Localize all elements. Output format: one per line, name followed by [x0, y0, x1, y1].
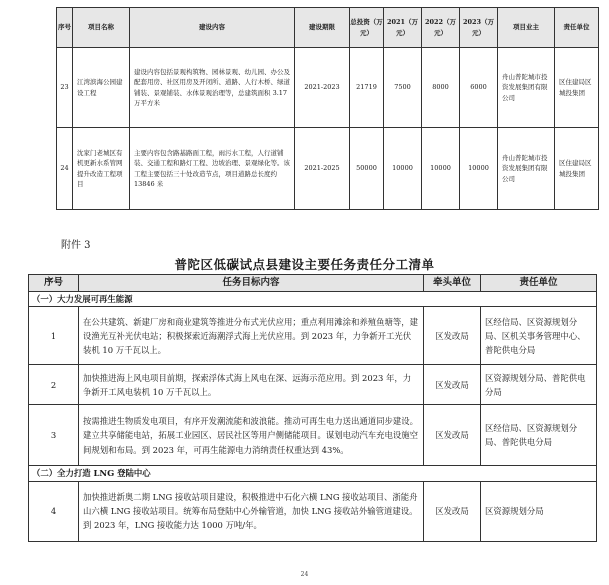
col-header-content: 建设内容 — [130, 8, 295, 48]
project-period: 2021-2023 — [295, 48, 350, 128]
task-lead: 区发改局 — [424, 481, 481, 541]
task-no: 3 — [29, 405, 79, 466]
col-header-name: 项目名称 — [73, 8, 130, 48]
table-row — [29, 365, 597, 405]
project-2022: 10000 — [422, 128, 460, 210]
project-owner: 舟山普陀城市投资发展集团有限公司 — [498, 128, 555, 210]
task-table — [28, 274, 597, 542]
col-header-owner: 项目业主 — [498, 8, 555, 48]
project-total: 21719 — [350, 48, 384, 128]
col-header-content: 任务目标内容 — [79, 275, 424, 292]
project-name: 沈家门老城区有机更新水系管网提升改造工程项目 — [73, 128, 130, 210]
task-content: 加快推进新奥二期 LNG 接收站项目建设，积极推进中石化六横 LNG 接收站项目、浙能舟山六横 LNG 接收站项目。统筹布局登陆中心外输管道，加快 LNG 接收站外输管道建设。到 2023 年，LNG 接收能力达 1000 万吨/年。 — [79, 481, 424, 541]
col-header-resp: 责任单位 — [555, 8, 599, 48]
col-header-2023: 2023（万元） — [460, 8, 498, 48]
task-lead: 区发改局 — [424, 405, 481, 466]
annex-label: 附件 3 — [61, 240, 91, 251]
table-row — [29, 481, 597, 541]
task-lead: 区发改局 — [424, 365, 481, 405]
col-header-2022: 2022（万元） — [422, 8, 460, 48]
project-table — [56, 7, 599, 210]
project-2021: 10000 — [384, 128, 422, 210]
section-row — [29, 466, 597, 481]
project-table-header — [57, 8, 599, 48]
project-period: 2021-2025 — [295, 128, 350, 210]
task-content: 加快推进海上风电项目前期，探索浮体式海上风电在深、远海示范应用。到 2023 年，力争新开工风电装机 10 万千瓦以上。 — [79, 365, 424, 405]
project-owner: 舟山普陀城市投资发展集团有限公司 — [498, 48, 555, 128]
project-resp: 区住建局区城投集团 — [555, 128, 599, 210]
project-resp: 区住建局区城投集团 — [555, 48, 599, 128]
row-no: 23 — [57, 48, 73, 128]
task-content: 按需推进生物质发电项目，有序开发潮流能和波浪能。推动可再生电力送出通道同步建设。建立共享储能电站，拓展工业园区、居民社区等用户侧储能项目。谋划电动汽车充电设施空间规划和布局。到 2023 年，可再生能源电力消纳责任权重达到 43%。 — [79, 405, 424, 466]
task-table-header — [29, 275, 597, 292]
project-total: 50000 — [350, 128, 384, 210]
project-name: 江湾滨海公园建设工程 — [73, 48, 130, 128]
col-header-2021: 2021（万元） — [384, 8, 422, 48]
task-no: 1 — [29, 307, 79, 365]
row-no: 24 — [57, 128, 73, 210]
col-header-lead: 牵头单位 — [424, 275, 481, 292]
section-heading: （二）全力打造 LNG 登陆中心 — [29, 466, 597, 481]
task-content: 在公共建筑、新建厂房和商业建筑等推进分布式光伏应用；重点利用滩涂和养殖鱼塘等，建设渔光互补光伏电站；积极探索近海潮浮式海上光伏应用。到 2023 年，力争新开工光伏装机 10 万千瓦以上。 — [79, 307, 424, 365]
task-resp: 区资源规划分局 — [481, 481, 597, 541]
project-2023: 10000 — [460, 128, 498, 210]
task-resp: 区经信局、区资源规划分局、区机关事务管理中心、普陀供电分局 — [481, 307, 597, 365]
table-row — [57, 48, 599, 128]
page-number: 24 — [300, 571, 309, 578]
col-header-total: 总投资（万元） — [350, 8, 384, 48]
project-2022: 8000 — [422, 48, 460, 128]
col-header-resp: 责任单位 — [481, 275, 597, 292]
task-resp: 区资源规划分局、普陀供电分局 — [481, 365, 597, 405]
task-no: 2 — [29, 365, 79, 405]
project-content: 建设内容包括景观构筑物、园林景观、幼儿园、办公及配套用房、社区用房及开闭所、道路、人行木桥、绿道铺装、景观铺装、水体景观治理等，总建筑面积 3.17 万平方米 — [130, 48, 295, 128]
project-content: 主要内容包含路基路面工程，雨污水工程，人行道铺装、交通工程和路灯工程、边坡治理、景观绿化等。该工程主要包括三十处改造节点，项目道路总长度约 13846 米 — [130, 128, 295, 210]
col-header-no: 序号 — [29, 275, 79, 292]
col-header-period: 建设期限 — [295, 8, 350, 48]
list-title: 普陀区低碳试点县建设主要任务责任分工清单 — [174, 257, 435, 272]
task-resp: 区经信局、区资源规划分局、普陀供电分局 — [481, 405, 597, 466]
project-2021: 7500 — [384, 48, 422, 128]
task-lead: 区发改局 — [424, 307, 481, 365]
project-2023: 6000 — [460, 48, 498, 128]
table-row — [57, 128, 599, 210]
task-no: 4 — [29, 481, 79, 541]
section-heading: （一）大力发展可再生能源 — [29, 292, 597, 307]
col-header-no: 序号 — [57, 8, 73, 48]
table-row — [29, 405, 597, 466]
section-row — [29, 292, 597, 307]
table-row — [29, 307, 597, 365]
